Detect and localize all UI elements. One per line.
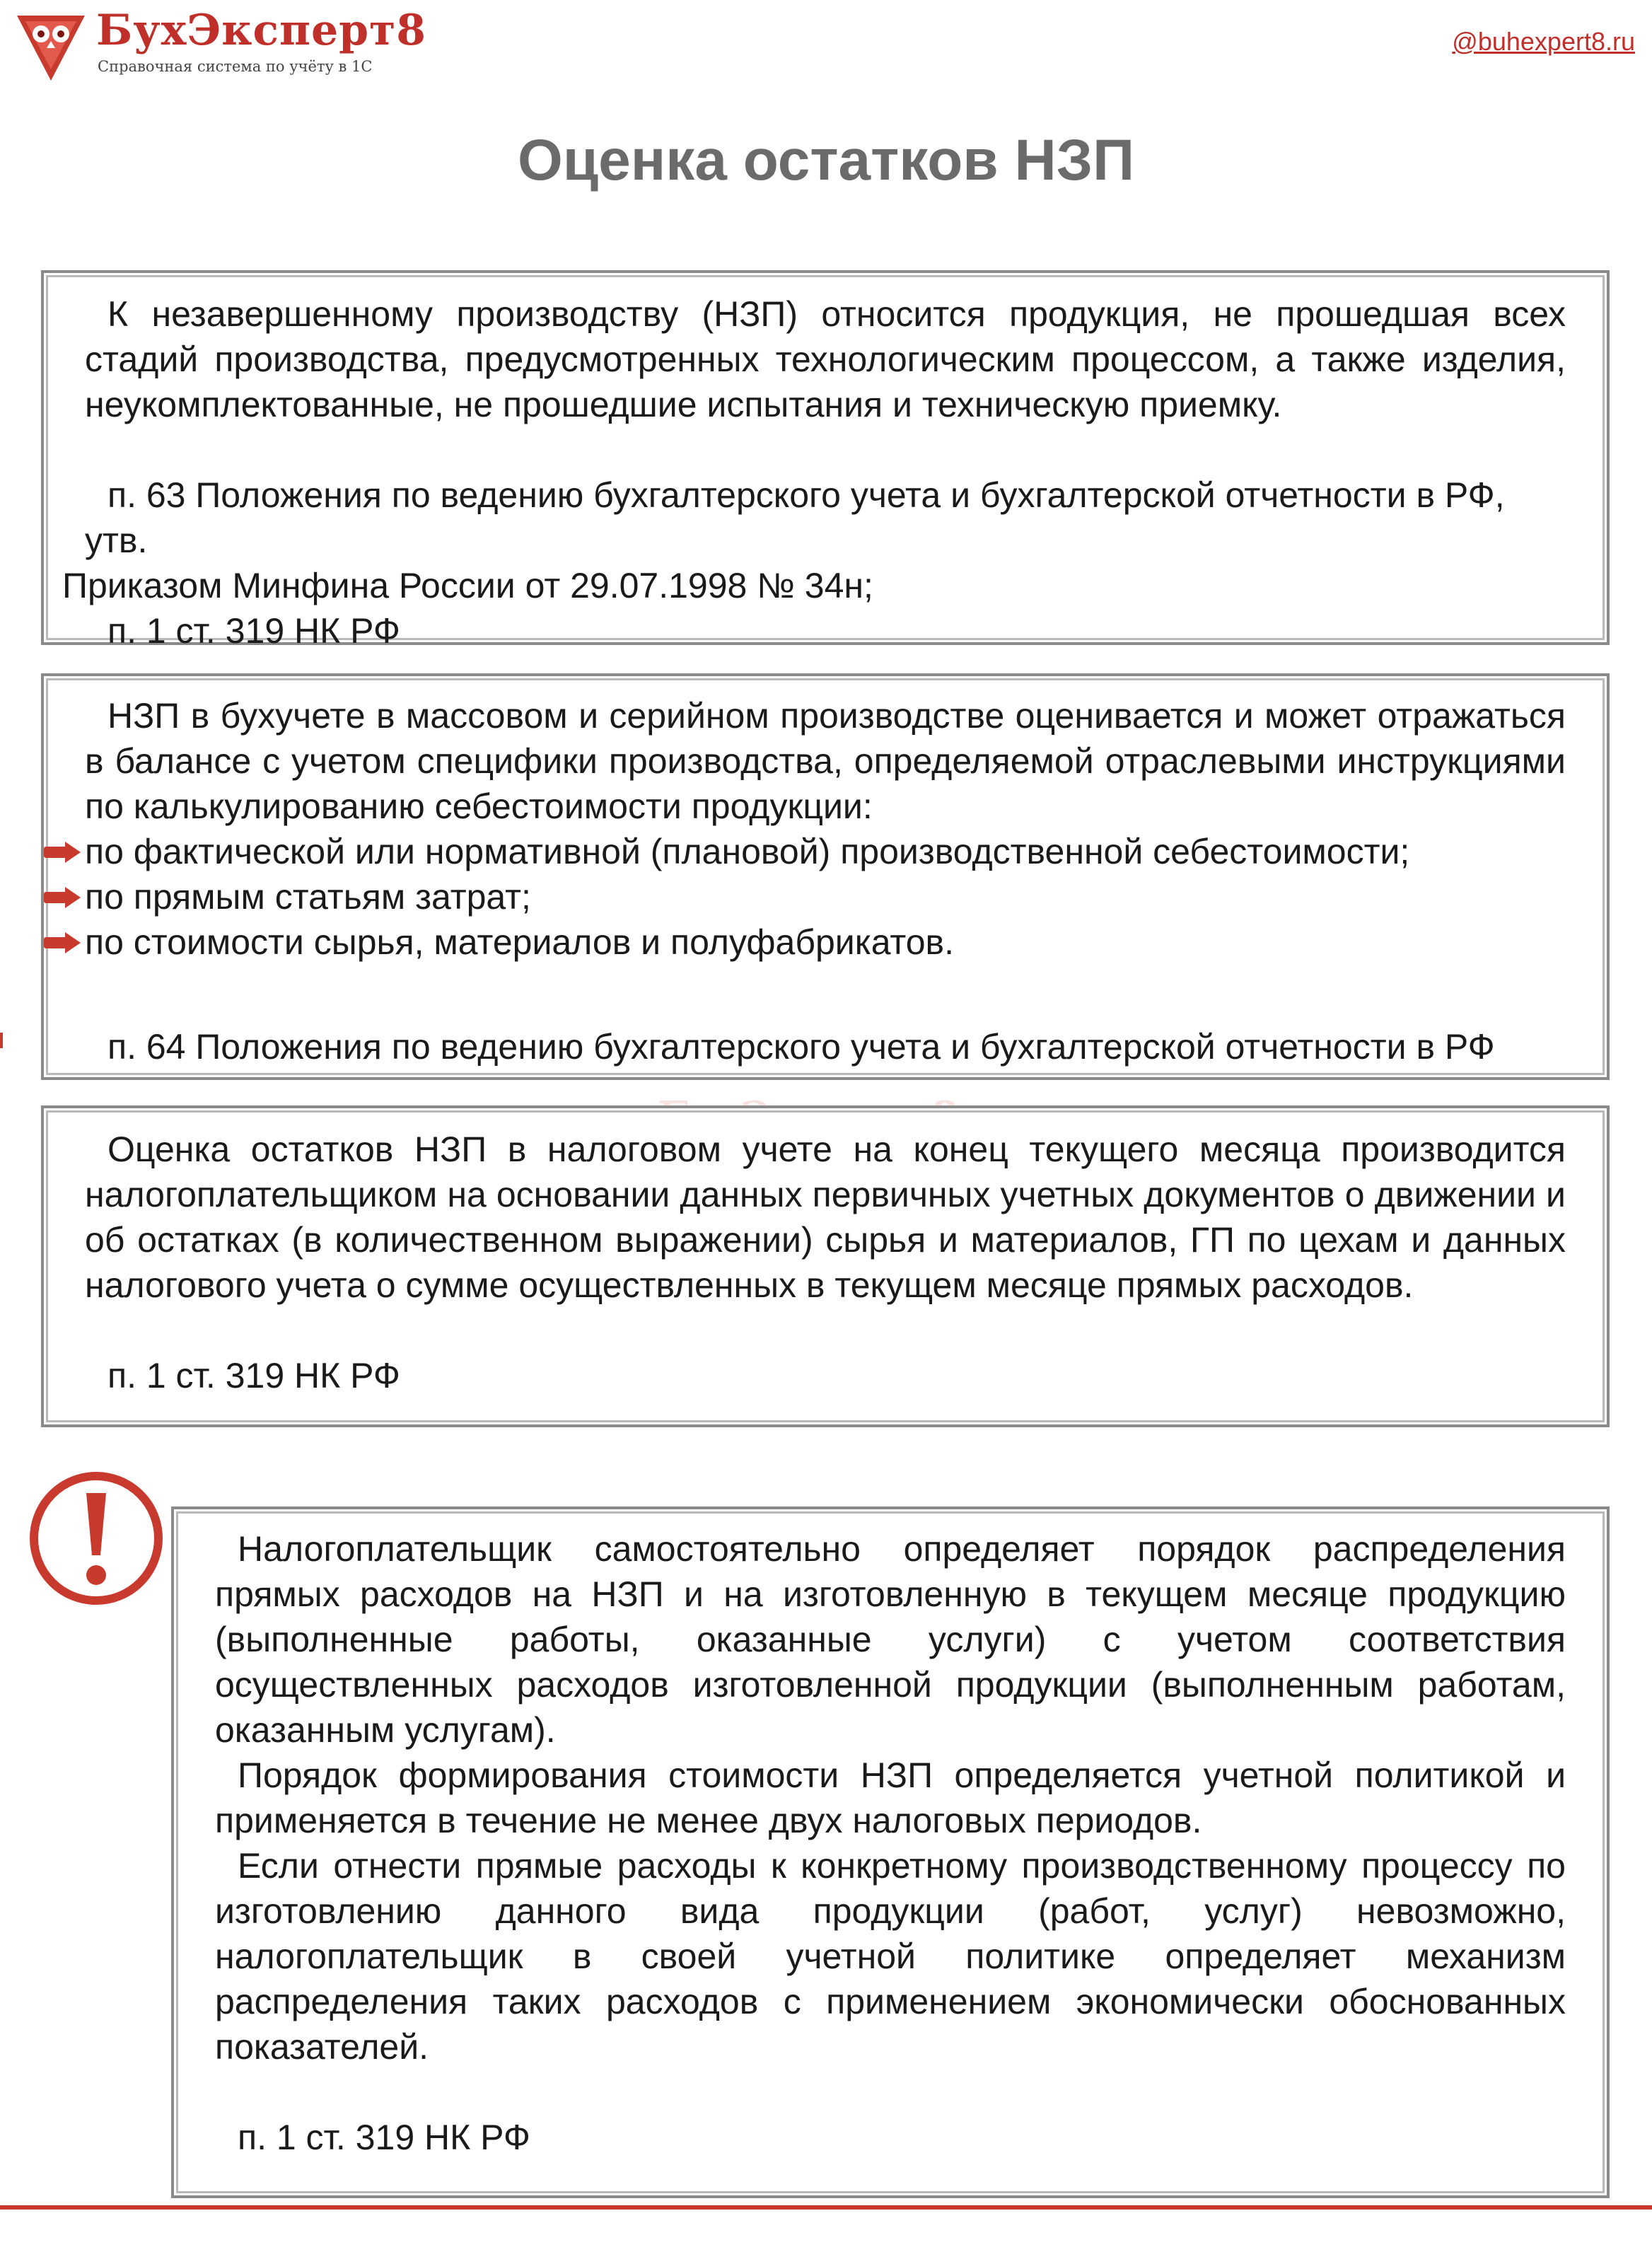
side-marker <box>0 1033 3 1048</box>
arrow-bullet-icon <box>42 887 82 908</box>
brand-tagline: Справочная система по учёту в 1С <box>98 58 373 75</box>
tax-valuation-text: Оценка остатков НЗП в налоговом учете на конец текущего месяца производится налогоплательщиком на основании данных первичных учетных документов о движении и об остатках (в количественном выражении) сырья и материалов, ГП по цехам и данных налогового учета о сумме осуществленных в текущем месяце прямых расходов. <box>85 1130 1566 1305</box>
site-link[interactable]: @buhexpert8.ru <box>1452 27 1635 56</box>
arrow-bullet-icon <box>42 932 82 953</box>
arrow-bullet-icon <box>42 842 82 863</box>
reference-nk-319: п. 1 ст. 319 НК РФ <box>238 2118 530 2157</box>
note-paragraph: Если отнести прямые расходы к конкретному производственному процессу по изготовлению данного вида продукции (работ, услуг) невозможно, налогоплательщик в своей учетной политике определяет механизм распределения таких расходов с применением экономически обоснованных показателей. <box>215 1846 1566 2067</box>
bullet-text: по стоимости сырья, материалов и полуфабрикатов. <box>85 922 955 962</box>
list-item <box>85 874 1566 919</box>
page-title: Оценка остатков НЗП <box>517 128 1135 192</box>
reference-pbu-63-line2: Приказом Минфина России от 29.07.1998 № 34н; <box>62 566 873 605</box>
tax-valuation-box <box>41 1105 1610 1427</box>
reference-pbu-63-line1: п. 63 Положения по ведению бухгалтерского учета и бухгалтерской отчетности в РФ, утв. <box>85 475 1505 560</box>
bullet-text: по фактической или нормативной (плановой) производственной себестоимости; <box>85 832 1410 871</box>
distribution-note-box <box>171 1506 1610 2198</box>
note-paragraph: Порядок формирования стоимости НЗП определяется учетной политикой и применяется в течение не менее двух налоговых периодов. <box>215 1755 1566 1840</box>
footer-divider <box>0 2205 1652 2210</box>
definition-box <box>41 270 1610 651</box>
note-paragraph: Налогоплательщик самостоятельно определяет порядок распределения прямых расходов на НЗП и на изготовленную в текущем месяце продукцию (выполненные работы, оказанные услуги) с учетом соответствия осуществленных расходов изготовленной продукции (выполненным работам, оказанным услугам). <box>215 1529 1566 1750</box>
accounting-valuation-box <box>41 673 1610 1080</box>
accounting-valuation-text: НЗП в бухучете в массовом и серийном производстве оценивается и может отражаться в балансе с учетом специфики производства, определяемой отраслевыми инструкциями по калькулированию себестоимости продукции: <box>85 696 1566 826</box>
owl-logo-icon <box>14 13 88 83</box>
reference-nk-319: п. 1 ст. 319 НК РФ <box>107 1356 400 1395</box>
list-item <box>85 919 1566 965</box>
list-item <box>85 829 1566 874</box>
reference-pbu-63 <box>62 472 1566 608</box>
reference-pbu-64: п. 64 Положения по ведению бухгалтерского учета и бухгалтерской отчетности в РФ <box>107 1027 1495 1067</box>
exclamation-warning-icon <box>27 1468 165 1609</box>
brand-name: БухЭксперт8 <box>96 6 427 55</box>
definition-text: К незавершенному производству (НЗП) относится продукция, не прошедшая всех стадий производства, предусмотренных технологическим процессом, а также изделия, неукомплектованные, не прошедшие испытания и техническую приемку. <box>85 294 1566 424</box>
bullet-text: по прямым статьям затрат; <box>85 877 531 917</box>
reference-nk-319: п. 1 ст. 319 НК РФ <box>107 611 400 651</box>
